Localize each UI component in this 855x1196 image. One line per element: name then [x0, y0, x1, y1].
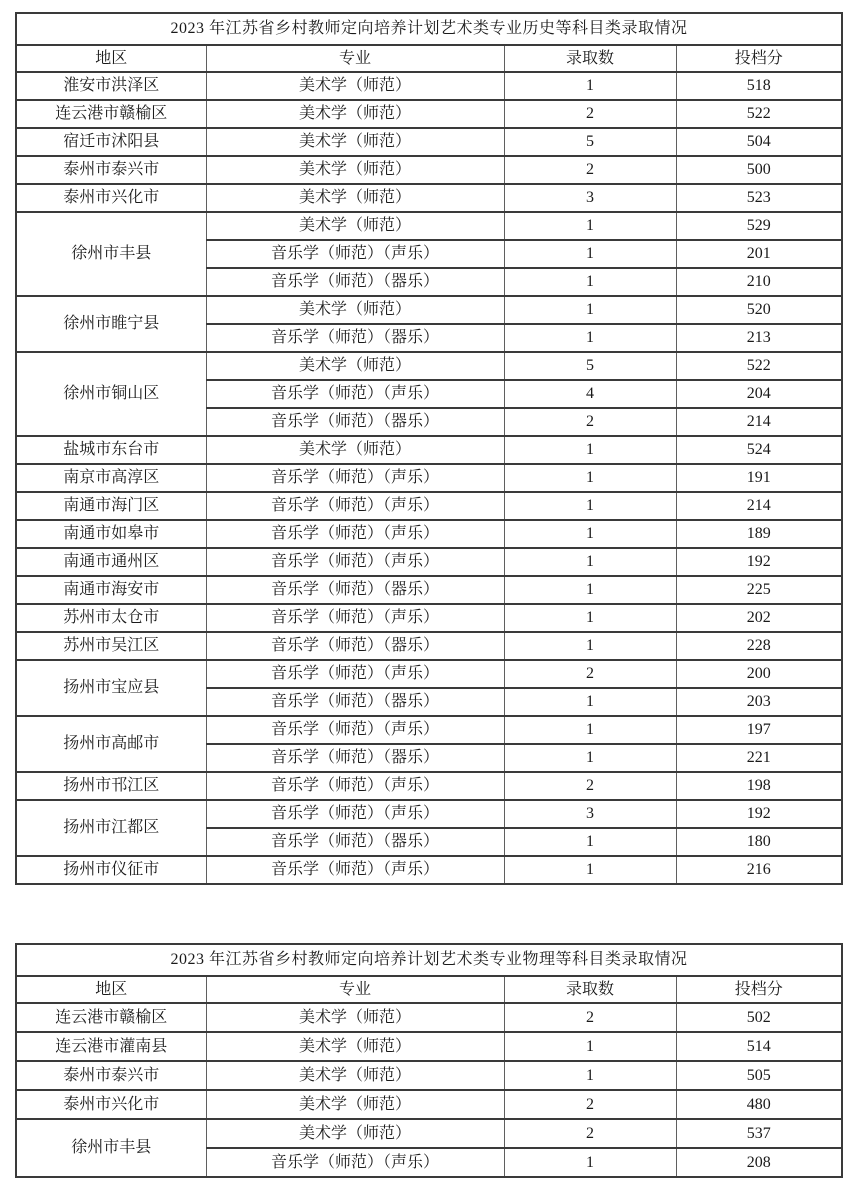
- admission-count-cell: 1: [504, 492, 676, 520]
- filing-score-cell: 180: [676, 828, 842, 856]
- region-cell: 泰州市泰兴市: [16, 156, 206, 184]
- admission-count-cell: 1: [504, 1148, 676, 1177]
- admission-count-cell: 1: [504, 688, 676, 716]
- region-cell: 宿迁市沭阳县: [16, 128, 206, 156]
- filing-score-cell: 524: [676, 436, 842, 464]
- table-row: [16, 296, 842, 324]
- table-row: [16, 128, 842, 156]
- admission-count-cell: 1: [504, 72, 676, 100]
- admission-count-cell: 3: [504, 184, 676, 212]
- major-cell: 美术学（师范）: [206, 1119, 504, 1148]
- table-row: [16, 492, 842, 520]
- major-cell: 美术学（师范）: [206, 184, 504, 212]
- table-row: [16, 212, 842, 240]
- table-row: [16, 464, 842, 492]
- filing-score-cell: 522: [676, 352, 842, 380]
- major-cell: 音乐学（师范）（器乐）: [206, 688, 504, 716]
- region-cell: 泰州市兴化市: [16, 184, 206, 212]
- major-cell: 音乐学（师范）（声乐）: [206, 520, 504, 548]
- region-cell: 连云港市赣榆区: [16, 1003, 206, 1032]
- admission-count-cell: 1: [504, 464, 676, 492]
- filing-score-cell: 523: [676, 184, 842, 212]
- major-cell: 音乐学（师范）（声乐）: [206, 380, 504, 408]
- admission-count-cell: 1: [504, 632, 676, 660]
- filing-score-cell: 480: [676, 1090, 842, 1119]
- major-cell: 美术学（师范）: [206, 100, 504, 128]
- region-cell: 南通市海门区: [16, 492, 206, 520]
- admission-count-cell: 2: [504, 772, 676, 800]
- table-row: [16, 660, 842, 688]
- physics-subjects-admission-table: [15, 943, 843, 1178]
- filing-score-cell: 221: [676, 744, 842, 772]
- major-cell: 美术学（师范）: [206, 72, 504, 100]
- region-cell: 泰州市兴化市: [16, 1090, 206, 1119]
- major-cell: 音乐学（师范）（器乐）: [206, 632, 504, 660]
- admission-count-cell: 1: [504, 604, 676, 632]
- table-row: [16, 184, 842, 212]
- table-row: [16, 156, 842, 184]
- region-cell: 扬州市仪征市: [16, 856, 206, 884]
- region-cell: 苏州市太仓市: [16, 604, 206, 632]
- table-row: [16, 100, 842, 128]
- major-cell: 美术学（师范）: [206, 128, 504, 156]
- admission-count-cell: 2: [504, 408, 676, 436]
- column-header-region: 地区: [16, 45, 206, 72]
- admission-count-cell: 1: [504, 1061, 676, 1090]
- region-cell: 苏州市吴江区: [16, 632, 206, 660]
- filing-score-cell: 198: [676, 772, 842, 800]
- table-body: [16, 1003, 842, 1177]
- major-cell: 音乐学（师范）（声乐）: [206, 716, 504, 744]
- table-title: 2023 年江苏省乡村教师定向培养计划艺术类专业物理等科目类录取情况: [16, 944, 842, 976]
- filing-score-cell: 225: [676, 576, 842, 604]
- filing-score-cell: 192: [676, 800, 842, 828]
- admission-count-cell: 2: [504, 1090, 676, 1119]
- major-cell: 美术学（师范）: [206, 1061, 504, 1090]
- major-cell: 美术学（师范）: [206, 296, 504, 324]
- table-row: [16, 576, 842, 604]
- table-row: [16, 1003, 842, 1032]
- major-cell: 音乐学（师范）（器乐）: [206, 576, 504, 604]
- table-row: [16, 436, 842, 464]
- admission-count-cell: 1: [504, 296, 676, 324]
- major-cell: 美术学（师范）: [206, 1032, 504, 1061]
- admission-count-cell: 1: [504, 436, 676, 464]
- major-cell: 音乐学（师范）（声乐）: [206, 604, 504, 632]
- table-title-row: [16, 944, 842, 976]
- major-cell: 音乐学（师范）（声乐）: [206, 464, 504, 492]
- filing-score-cell: 216: [676, 856, 842, 884]
- admission-count-cell: 1: [504, 576, 676, 604]
- column-header-filing-score: 投档分: [676, 45, 842, 72]
- table-row: [16, 548, 842, 576]
- region-cell: 连云港市灌南县: [16, 1032, 206, 1061]
- admission-count-cell: 1: [504, 324, 676, 352]
- table-row: [16, 772, 842, 800]
- filing-score-cell: 537: [676, 1119, 842, 1148]
- region-cell: 徐州市睢宁县: [16, 296, 206, 352]
- major-cell: 美术学（师范）: [206, 212, 504, 240]
- region-cell: 南通市通州区: [16, 548, 206, 576]
- admission-count-cell: 5: [504, 128, 676, 156]
- major-cell: 音乐学（师范）（声乐）: [206, 492, 504, 520]
- region-cell: 南通市海安市: [16, 576, 206, 604]
- column-header-region: 地区: [16, 976, 206, 1003]
- table-row: [16, 1061, 842, 1090]
- admission-count-cell: 2: [504, 100, 676, 128]
- filing-score-cell: 189: [676, 520, 842, 548]
- table-row: [16, 520, 842, 548]
- filing-score-cell: 202: [676, 604, 842, 632]
- filing-score-cell: 214: [676, 408, 842, 436]
- table-row: [16, 1119, 842, 1148]
- table-row: [16, 604, 842, 632]
- major-cell: 音乐学（师范）（器乐）: [206, 268, 504, 296]
- region-cell: 连云港市赣榆区: [16, 100, 206, 128]
- column-header-admission-count: 录取数: [504, 976, 676, 1003]
- region-cell: 扬州市江都区: [16, 800, 206, 856]
- major-cell: 美术学（师范）: [206, 1003, 504, 1032]
- major-cell: 音乐学（师范）（器乐）: [206, 744, 504, 772]
- table-row: [16, 1032, 842, 1061]
- filing-score-cell: 208: [676, 1148, 842, 1177]
- filing-score-cell: 529: [676, 212, 842, 240]
- admission-count-cell: 1: [504, 268, 676, 296]
- filing-score-cell: 191: [676, 464, 842, 492]
- table-body: [16, 72, 842, 884]
- major-cell: 音乐学（师范）（声乐）: [206, 772, 504, 800]
- admission-count-cell: 1: [504, 212, 676, 240]
- column-header-major: 专业: [206, 976, 504, 1003]
- major-cell: 音乐学（师范）（声乐）: [206, 240, 504, 268]
- major-cell: 音乐学（师范）（器乐）: [206, 324, 504, 352]
- major-cell: 音乐学（师范）（器乐）: [206, 828, 504, 856]
- filing-score-cell: 514: [676, 1032, 842, 1061]
- filing-score-cell: 213: [676, 324, 842, 352]
- filing-score-cell: 504: [676, 128, 842, 156]
- table-header-row: [16, 976, 842, 1003]
- admission-count-cell: 3: [504, 800, 676, 828]
- filing-score-cell: 214: [676, 492, 842, 520]
- admission-count-cell: 2: [504, 1003, 676, 1032]
- filing-score-cell: 518: [676, 72, 842, 100]
- filing-score-cell: 204: [676, 380, 842, 408]
- admission-count-cell: 1: [504, 856, 676, 884]
- admission-count-cell: 2: [504, 660, 676, 688]
- major-cell: 美术学（师范）: [206, 1090, 504, 1119]
- admission-count-cell: 4: [504, 380, 676, 408]
- major-cell: 音乐学（师范）（器乐）: [206, 408, 504, 436]
- filing-score-cell: 500: [676, 156, 842, 184]
- major-cell: 美术学（师范）: [206, 436, 504, 464]
- admission-count-cell: 1: [504, 240, 676, 268]
- admission-count-cell: 2: [504, 156, 676, 184]
- filing-score-cell: 200: [676, 660, 842, 688]
- region-cell: 扬州市邗江区: [16, 772, 206, 800]
- table-row: [16, 632, 842, 660]
- major-cell: 美术学（师范）: [206, 156, 504, 184]
- major-cell: 音乐学（师范）（声乐）: [206, 1148, 504, 1177]
- table-row: [16, 716, 842, 744]
- admission-count-cell: 5: [504, 352, 676, 380]
- filing-score-cell: 520: [676, 296, 842, 324]
- column-header-admission-count: 录取数: [504, 45, 676, 72]
- filing-score-cell: 505: [676, 1061, 842, 1090]
- table-row: [16, 352, 842, 380]
- region-cell: 南通市如皋市: [16, 520, 206, 548]
- region-cell: 泰州市泰兴市: [16, 1061, 206, 1090]
- admission-count-cell: 1: [504, 744, 676, 772]
- table-row: [16, 856, 842, 884]
- filing-score-cell: 192: [676, 548, 842, 576]
- admission-count-cell: 1: [504, 1032, 676, 1061]
- major-cell: 音乐学（师范）（声乐）: [206, 800, 504, 828]
- filing-score-cell: 210: [676, 268, 842, 296]
- admission-count-cell: 2: [504, 1119, 676, 1148]
- filing-score-cell: 502: [676, 1003, 842, 1032]
- table-header-row: [16, 45, 842, 72]
- region-cell: 淮安市洪泽区: [16, 72, 206, 100]
- region-cell: 徐州市丰县: [16, 212, 206, 296]
- region-cell: 扬州市宝应县: [16, 660, 206, 716]
- major-cell: 音乐学（师范）（声乐）: [206, 660, 504, 688]
- table-title-row: [16, 13, 842, 45]
- admission-count-cell: 1: [504, 716, 676, 744]
- table-row: [16, 800, 842, 828]
- major-cell: 音乐学（师范）（声乐）: [206, 548, 504, 576]
- region-cell: 徐州市铜山区: [16, 352, 206, 436]
- filing-score-cell: 522: [676, 100, 842, 128]
- admission-count-cell: 1: [504, 520, 676, 548]
- table-row: [16, 72, 842, 100]
- filing-score-cell: 201: [676, 240, 842, 268]
- major-cell: 音乐学（师范）（声乐）: [206, 856, 504, 884]
- column-header-filing-score: 投档分: [676, 976, 842, 1003]
- region-cell: 南京市高淳区: [16, 464, 206, 492]
- admission-count-cell: 1: [504, 828, 676, 856]
- table-row: [16, 1090, 842, 1119]
- table-title: 2023 年江苏省乡村教师定向培养计划艺术类专业历史等科目类录取情况: [16, 13, 842, 45]
- region-cell: 盐城市东台市: [16, 436, 206, 464]
- region-cell: 徐州市丰县: [16, 1119, 206, 1177]
- region-cell: 扬州市高邮市: [16, 716, 206, 772]
- filing-score-cell: 203: [676, 688, 842, 716]
- filing-score-cell: 197: [676, 716, 842, 744]
- column-header-major: 专业: [206, 45, 504, 72]
- history-subjects-admission-table: [15, 12, 843, 885]
- filing-score-cell: 228: [676, 632, 842, 660]
- major-cell: 美术学（师范）: [206, 352, 504, 380]
- admission-count-cell: 1: [504, 548, 676, 576]
